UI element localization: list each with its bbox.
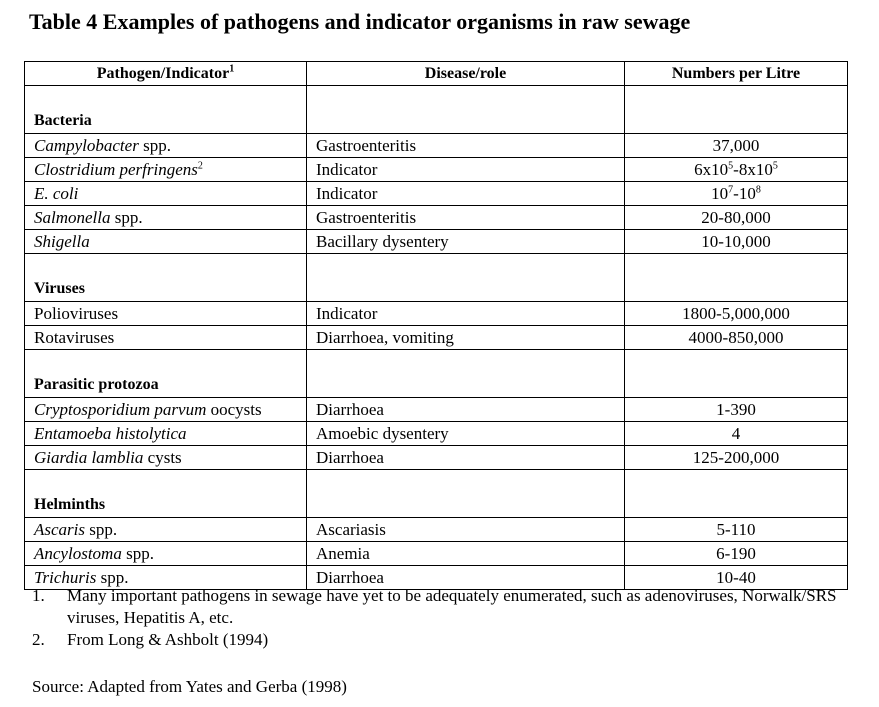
pathogen-name-italic: Shigella [34,232,90,251]
numbers-text: 4000-850,000 [688,328,784,347]
disease-cell: Diarrhoea [307,446,625,470]
disease-cell: Ascariasis [307,518,625,542]
empty-cell [307,470,625,518]
numbers-exponent: 7 [728,184,734,196]
pathogen-name-italic: Campylobacter [34,136,139,155]
footnote [32,585,862,629]
group-name: Parasitic protozoa [25,350,307,398]
table-row [25,422,848,446]
pathogen-cell [25,446,307,470]
numbers-cell [625,230,848,254]
numbers-text: 1800-5,000,000 [682,304,790,323]
pathogen-name-italic: Giardia lamblia [34,448,144,467]
numbers-text: 37,000 [712,136,760,155]
table-row [25,302,848,326]
empty-cell [625,470,848,518]
numbers-cell [625,542,848,566]
table-row [25,398,848,422]
disease-cell: Diarrhoea, vomiting [307,326,625,350]
pathogen-cell [25,230,307,254]
pathogen-name-plain: spp. [121,544,154,563]
pathogen-name-plain: Rotaviruses [34,328,115,347]
numbers-cell [625,326,848,350]
pathogen-cell [25,542,307,566]
pathogen-cell [25,182,307,206]
numbers-cell [625,446,848,470]
footnote-text: Many important pathogens in sewage have yet to be adequately enumerated, such as adenoviruses, Norwalk/SRS viruses, Hepatitis A, etc. [67,586,837,627]
group-name: Viruses [25,254,307,302]
pathogen-table [24,61,848,590]
pathogen-name-italic: E. coli [34,184,79,203]
header-disease: Disease/role [307,62,625,86]
numbers-cell [625,518,848,542]
pathogen-cell [25,518,307,542]
footnote-number: 1. [32,586,45,605]
numbers-text: 10-10,000 [701,232,771,251]
group-row [25,350,848,398]
numbers-text: 5-110 [716,520,756,539]
disease-cell: Diarrhoea [307,566,625,590]
pathogen-name-italic: Entamoeba histolytica [34,424,187,443]
numbers-text: 20-80,000 [701,208,771,227]
pathogen-name-italic: Cryptosporidium parvum [34,400,207,419]
header-row [25,62,848,86]
table-row [25,134,848,158]
group-row [25,470,848,518]
table-row [25,518,848,542]
header-numbers: Numbers per Litre [625,62,848,86]
pathogen-cell [25,302,307,326]
empty-cell [625,86,848,134]
disease-cell: Gastroenteritis [307,134,625,158]
pathogen-cell [25,398,307,422]
disease-cell: Diarrhoea [307,398,625,422]
disease-cell: Anemia [307,542,625,566]
table-body [25,86,848,590]
numbers-exponent: 5 [772,160,778,172]
pathogen-cell [25,422,307,446]
footnote-number: 2. [32,630,45,649]
pathogen-cell [25,326,307,350]
footnote-text: From Long & Ashbolt (1994) [67,630,269,649]
footnote-ref: 2 [197,160,203,172]
pathogen-name-italic: Ascaris [34,520,85,539]
empty-cell [625,350,848,398]
disease-cell: Indicator [307,302,625,326]
footnotes [32,585,862,651]
numbers-text: 6-190 [716,544,756,563]
numbers-text: -8x10 [733,160,773,179]
pathogen-name-plain: Polioviruses [34,304,119,323]
pathogen-cell [25,158,307,182]
numbers-text: -10 [733,184,756,203]
group-name: Bacteria [25,86,307,134]
numbers-text: 6x10 [694,160,729,179]
table-row [25,230,848,254]
numbers-cell [625,422,848,446]
numbers-cell [625,182,848,206]
empty-cell [307,86,625,134]
table-row [25,326,848,350]
table-row [25,182,848,206]
pathogen-name-plain: oocysts [206,400,262,419]
pathogen-name-plain: cysts [143,448,182,467]
numbers-cell [625,302,848,326]
disease-cell: Gastroenteritis [307,206,625,230]
numbers-cell [625,158,848,182]
source-note: Source: Adapted from Yates and Gerba (1998) [32,677,347,696]
table-title: Table 4 Examples of pathogens and indicator organisms in raw sewage [29,9,691,34]
disease-cell: Amoebic dysentery [307,422,625,446]
numbers-text: 1-390 [716,400,756,419]
pathogen-name-plain: spp. [138,136,171,155]
disease-cell: Indicator [307,158,625,182]
numbers-text: 10-40 [716,568,756,587]
numbers-cell [625,134,848,158]
numbers-cell [625,206,848,230]
disease-cell: Bacillary dysentery [307,230,625,254]
pathogen-name-plain: spp. [96,568,129,587]
group-name: Helminths [25,470,307,518]
table-row [25,542,848,566]
pathogen-name-italic: Trichuris [34,568,97,587]
pathogen-name-italic: Salmonella [34,208,111,227]
numbers-exponent: 8 [755,184,761,196]
numbers-text: 125-200,000 [692,448,780,467]
table-row [25,158,848,182]
pathogen-name-plain: spp. [85,520,118,539]
numbers-text: 4 [731,424,741,443]
empty-cell [307,254,625,302]
empty-cell [625,254,848,302]
numbers-cell [625,398,848,422]
group-row [25,86,848,134]
table-row [25,446,848,470]
pathogen-name-plain: spp. [110,208,143,227]
pathogen-cell [25,206,307,230]
disease-cell: Indicator [307,182,625,206]
pathogen-name-italic: Ancylostoma [34,544,122,563]
numbers-text: 10 [711,184,729,203]
numbers-exponent: 5 [728,160,734,172]
pathogen-name-italic: Clostridium perfringens [34,160,198,179]
group-row [25,254,848,302]
table-row [25,206,848,230]
header-pathogen: Pathogen/Indicator$^1$ [25,62,307,86]
footnote [32,629,862,651]
pathogen-cell [25,134,307,158]
empty-cell [307,350,625,398]
